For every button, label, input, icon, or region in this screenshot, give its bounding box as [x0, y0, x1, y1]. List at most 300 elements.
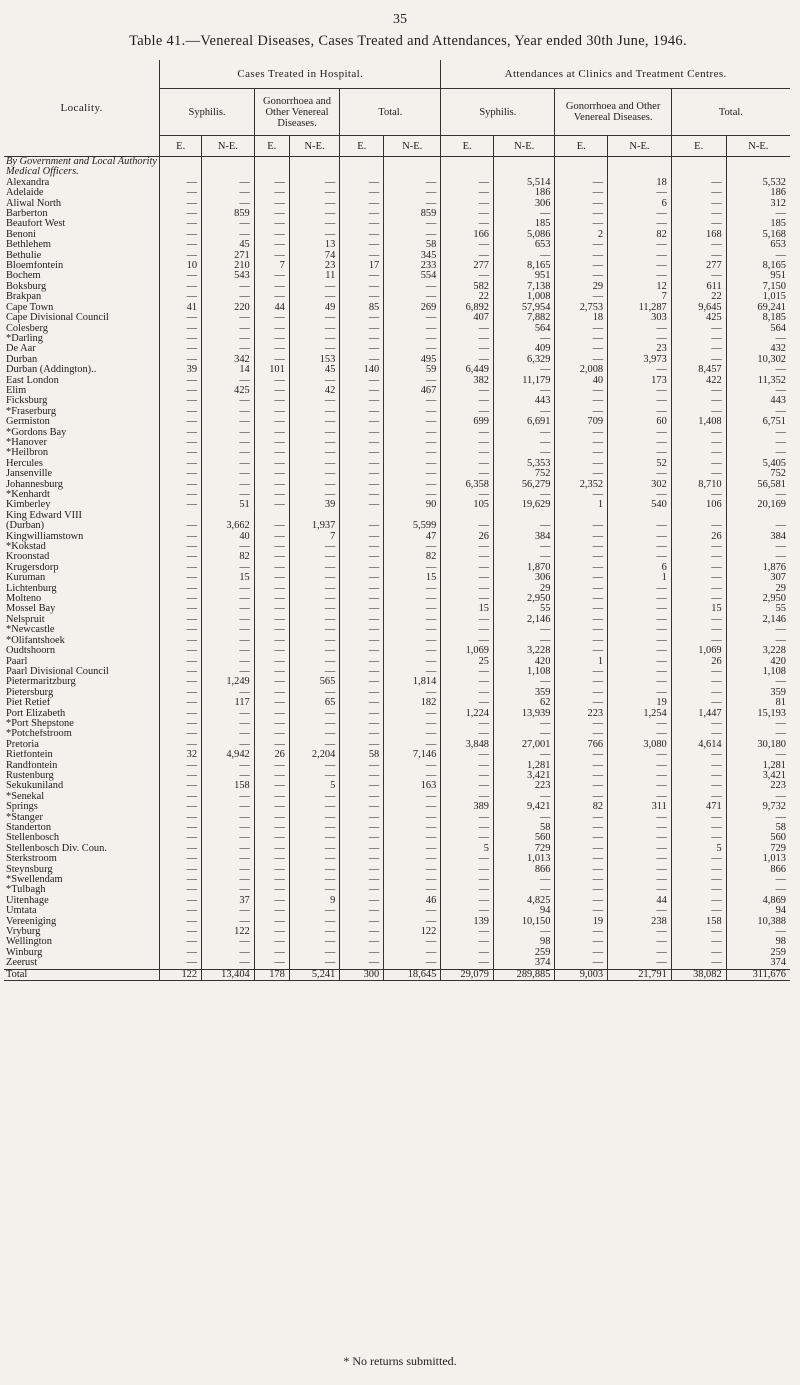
table-cell: — — [340, 594, 384, 604]
table-cell: — — [384, 604, 441, 614]
table-cell: — — [608, 646, 672, 656]
table-cell: — — [340, 396, 384, 406]
table-cell: — — [289, 771, 339, 781]
table-cell: — — [555, 937, 608, 947]
table-cell: — — [254, 958, 289, 969]
table-cell: — — [384, 667, 441, 677]
table-row — [4, 646, 790, 656]
table-cell — [289, 511, 339, 521]
table-cell: — — [340, 688, 384, 698]
table-cell: — — [384, 282, 441, 292]
table-cell: 186 — [726, 188, 790, 198]
table-cell: — — [254, 313, 289, 323]
locality-name: Uitenhage — [6, 895, 49, 906]
table-cell: — — [671, 750, 726, 760]
table-cell: — — [726, 927, 790, 937]
table-cell: — — [608, 407, 672, 417]
table-cell: — — [340, 792, 384, 802]
locality-name: Benoni — [6, 229, 37, 240]
table-cell: 259 — [726, 948, 790, 958]
locality-name: Molteno — [6, 594, 42, 605]
table-cell: — — [340, 355, 384, 365]
table-cell: — — [160, 781, 202, 791]
table-cell: 859 — [202, 209, 255, 219]
subheader-ne: N-E. — [726, 136, 790, 157]
table-cell: — — [384, 636, 441, 646]
table-cell: — — [254, 490, 289, 500]
table-cell: — — [254, 469, 289, 479]
table-cell: 186 — [493, 188, 554, 198]
table-cell: — — [608, 761, 672, 771]
table-cell: — — [202, 625, 255, 635]
table-cell: 1 — [608, 573, 672, 583]
table-cell: — — [441, 448, 494, 458]
table-cell: — — [160, 896, 202, 906]
table-cell: — — [726, 875, 790, 885]
table-cell: — — [608, 615, 672, 625]
table-cell: — — [160, 948, 202, 958]
table-cell: — — [340, 230, 384, 240]
table-cell: — — [608, 594, 672, 604]
table-cell: 98 — [493, 937, 554, 947]
table-cell: — — [671, 823, 726, 833]
locality-name: Kimberley — [6, 500, 51, 511]
table-cell: — — [441, 219, 494, 229]
table-cell: — — [384, 438, 441, 448]
table-cell: — — [289, 761, 339, 771]
table-cell: — — [289, 219, 339, 229]
table-cell: — — [340, 573, 384, 583]
table-row — [4, 396, 790, 406]
table-cell: — — [160, 407, 202, 417]
table-cell: — — [726, 719, 790, 729]
table-cell: 1,937 — [289, 521, 339, 531]
table-cell: — — [160, 802, 202, 812]
table-cell: — — [493, 542, 554, 552]
table-cell: — — [441, 251, 494, 261]
table-cell: — — [289, 854, 339, 864]
table-cell: — — [384, 407, 441, 417]
table-cell: 82 — [384, 552, 441, 562]
table-cell: — — [555, 729, 608, 739]
table-cell: — — [671, 958, 726, 969]
table-cell: — — [608, 428, 672, 438]
table-row — [4, 219, 790, 229]
table-cell — [726, 511, 790, 521]
table-cell: — — [608, 823, 672, 833]
table-cell: — — [289, 625, 339, 635]
table-cell: 3,421 — [726, 771, 790, 781]
table-cell: — — [160, 729, 202, 739]
table-cell: — — [160, 792, 202, 802]
table-cell: — — [254, 885, 289, 895]
table-cell: — — [160, 230, 202, 240]
table-cell: 44 — [254, 303, 289, 313]
table-cell: 467 — [384, 386, 441, 396]
table-cell: — — [254, 324, 289, 334]
table-cell: 425 — [671, 313, 726, 323]
table-cell: — — [671, 240, 726, 250]
table-cell: — — [254, 417, 289, 427]
table-cell: — — [555, 490, 608, 500]
table-cell: — — [202, 792, 255, 802]
table-cell: — — [202, 906, 255, 916]
subheader-e: E. — [340, 136, 384, 157]
table-cell — [493, 511, 554, 521]
table-cell: 9 — [289, 896, 339, 906]
table-cell: 55 — [493, 604, 554, 614]
table-cell: — — [384, 188, 441, 198]
table-cell: — — [384, 396, 441, 406]
table-cell: 11,352 — [726, 376, 790, 386]
table-row — [4, 563, 790, 573]
table-cell: — — [340, 448, 384, 458]
table-cell: 7,882 — [493, 313, 554, 323]
table-cell: — — [726, 750, 790, 760]
table-cell: — — [384, 417, 441, 427]
table-cell: — — [254, 199, 289, 209]
table-cell: — — [384, 792, 441, 802]
table-cell: — — [289, 448, 339, 458]
table-row — [4, 906, 790, 916]
table-cell: — — [340, 740, 384, 750]
locality-name: *Heilbron — [6, 448, 49, 459]
table-cell: — — [608, 865, 672, 875]
table-cell: — — [384, 709, 441, 719]
table-cell: 13 — [289, 240, 339, 250]
table-cell: 289,885 — [493, 969, 554, 980]
table-row — [4, 688, 790, 698]
table-cell: — — [441, 896, 494, 906]
table-cell: — — [441, 407, 494, 417]
table-cell: 8,185 — [726, 313, 790, 323]
table-cell: 611 — [671, 282, 726, 292]
subheader-ne: N-E. — [289, 136, 339, 157]
table-cell: 1,108 — [726, 667, 790, 677]
table-row — [4, 750, 790, 760]
table-cell: — — [289, 313, 339, 323]
table-cell: — — [493, 209, 554, 219]
table-cell: — — [340, 584, 384, 594]
subheader-e: E. — [441, 136, 494, 157]
table-cell: 359 — [726, 688, 790, 698]
table-cell: — — [384, 771, 441, 781]
table-cell: 307 — [726, 573, 790, 583]
locality-name: Wellington — [6, 937, 52, 948]
table-cell: — — [671, 813, 726, 823]
table-cell: — — [254, 251, 289, 261]
table-cell: — — [441, 875, 494, 885]
table-cell: — — [202, 199, 255, 209]
table-cell: — — [441, 240, 494, 250]
table-cell: 105 — [441, 500, 494, 510]
table-cell: — — [384, 230, 441, 240]
table-cell: — — [608, 521, 672, 531]
table-cell: — — [384, 657, 441, 667]
table-cell: — — [202, 719, 255, 729]
table-cell: — — [608, 844, 672, 854]
table-cell: — — [555, 251, 608, 261]
table-cell: — — [671, 719, 726, 729]
table-row — [4, 303, 790, 313]
table-cell: — — [726, 448, 790, 458]
table-cell: 238 — [608, 917, 672, 927]
table-cell: — — [384, 854, 441, 864]
table-row — [4, 573, 790, 583]
table-cell: — — [608, 833, 672, 843]
table-cell: — — [202, 448, 255, 458]
table-cell: — — [160, 958, 202, 969]
table-cell: 22 — [671, 292, 726, 302]
table-cell: — — [254, 386, 289, 396]
table-cell: — — [254, 709, 289, 719]
table-cell: — — [441, 324, 494, 334]
table-cell: — — [671, 428, 726, 438]
table-cell: — — [608, 532, 672, 542]
table-row — [4, 178, 790, 188]
table-cell: 5,532 — [726, 178, 790, 188]
table-cell: — — [254, 480, 289, 490]
table-cell: — — [608, 334, 672, 344]
table-cell: — — [441, 885, 494, 895]
table-cell: 20,169 — [726, 500, 790, 510]
table-cell: — — [160, 344, 202, 354]
table-cell: 101 — [254, 365, 289, 375]
table-cell: — — [254, 688, 289, 698]
table-cell: — — [671, 324, 726, 334]
table-cell: — — [671, 896, 726, 906]
table-cell: 2 — [555, 230, 608, 240]
table-cell: — — [493, 927, 554, 937]
locality-name: Springs — [6, 802, 38, 813]
locality-name: Johannesburg — [6, 479, 63, 490]
locality-name: Adelaide — [6, 188, 44, 199]
table-cell: 185 — [726, 219, 790, 229]
table-cell: — — [340, 178, 384, 188]
table-cell: 653 — [726, 240, 790, 250]
table-cell: 5 — [671, 844, 726, 854]
table-cell: 49 — [289, 303, 339, 313]
table-cell: — — [160, 376, 202, 386]
table-cell: — — [384, 615, 441, 625]
table-cell: 27,001 — [493, 740, 554, 750]
table-cell: 6,892 — [441, 303, 494, 313]
table-cell: — — [555, 438, 608, 448]
table-cell: 471 — [671, 802, 726, 812]
table-cell: — — [608, 719, 672, 729]
table-cell: — — [384, 199, 441, 209]
table-cell: — — [289, 292, 339, 302]
table-cell: 302 — [608, 480, 672, 490]
table-cell: 5 — [441, 844, 494, 854]
table-cell — [340, 511, 384, 521]
table-cell: — — [555, 178, 608, 188]
table-cell: — — [202, 885, 255, 895]
table-row — [4, 875, 790, 885]
table-row — [4, 958, 790, 969]
table-cell: — — [726, 209, 790, 219]
table-cell: — — [493, 875, 554, 885]
clinic-total-header: Total. — [671, 89, 790, 136]
table-cell: 300 — [340, 969, 384, 980]
table-cell: — — [555, 240, 608, 250]
table-cell: — — [608, 677, 672, 687]
table-cell: — — [384, 344, 441, 354]
table-row — [4, 781, 790, 791]
table-cell: — — [671, 344, 726, 354]
table-cell: — — [384, 594, 441, 604]
table-cell: — — [493, 750, 554, 760]
table-cell: — — [254, 719, 289, 729]
table-cell: 259 — [493, 948, 554, 958]
table-cell: — — [160, 271, 202, 281]
table-cell: 564 — [493, 324, 554, 334]
table-cell: 2,352 — [555, 480, 608, 490]
table-cell: — — [384, 740, 441, 750]
table-cell: — — [202, 657, 255, 667]
table-cell: — — [671, 625, 726, 635]
table-cell: — — [671, 885, 726, 895]
table-cell: — — [340, 407, 384, 417]
table-cell: — — [289, 469, 339, 479]
table-cell: — — [671, 521, 726, 531]
table-cell: 859 — [384, 209, 441, 219]
table-cell: 7 — [254, 261, 289, 271]
table-cell: — — [441, 355, 494, 365]
table-cell: 443 — [493, 396, 554, 406]
table-cell: — — [340, 552, 384, 562]
table-cell: 3,080 — [608, 740, 672, 750]
table-cell: — — [384, 958, 441, 969]
locality-name: *Kenhardt — [6, 490, 50, 500]
table-cell: — — [202, 709, 255, 719]
table-cell: — — [671, 542, 726, 552]
table-cell: — — [671, 219, 726, 229]
table-cell: 29 — [493, 584, 554, 594]
table-cell: — — [160, 594, 202, 604]
table-cell: — — [289, 948, 339, 958]
table-cell: — — [555, 646, 608, 656]
table-cell: — — [608, 438, 672, 448]
table-cell: — — [160, 396, 202, 406]
table-cell: — — [340, 937, 384, 947]
table-cell: — — [254, 230, 289, 240]
table-cell: 98 — [726, 937, 790, 947]
table-cell: — — [289, 230, 339, 240]
table-cell: — — [254, 209, 289, 219]
table-cell: 4,825 — [493, 896, 554, 906]
table-cell: — — [289, 667, 339, 677]
table-row — [4, 802, 790, 812]
table-cell: — — [384, 178, 441, 188]
table-cell: 3,848 — [441, 740, 494, 750]
table-cell: — — [493, 885, 554, 895]
locality-name: Total — [4, 969, 160, 980]
table-cell: — — [555, 584, 608, 594]
table-cell: — — [384, 917, 441, 927]
table-cell: — — [160, 334, 202, 344]
table-cell: — — [441, 594, 494, 604]
table-cell: 47 — [384, 532, 441, 542]
table-cell: — — [441, 521, 494, 531]
table-cell: 22 — [441, 292, 494, 302]
table-cell: 52 — [608, 459, 672, 469]
table-cell: 1,015 — [726, 292, 790, 302]
table-cell: — — [202, 594, 255, 604]
table-cell: 7,138 — [493, 282, 554, 292]
table-cell: — — [340, 334, 384, 344]
table-cell: — — [254, 396, 289, 406]
table-cell: — — [160, 615, 202, 625]
table-row — [4, 459, 790, 469]
table-row — [4, 282, 790, 292]
table-cell: 407 — [441, 313, 494, 323]
table-cell: — — [555, 552, 608, 562]
table-cell: — — [160, 646, 202, 656]
table-cell: — — [160, 677, 202, 687]
table-cell: — — [202, 761, 255, 771]
table-row — [4, 865, 790, 875]
table-row — [4, 490, 790, 500]
table-cell: 10 — [160, 261, 202, 271]
table-cell: — — [289, 542, 339, 552]
table-cell: — — [493, 792, 554, 802]
table-cell: 58 — [384, 240, 441, 250]
table-cell: 359 — [493, 688, 554, 698]
table-cell: — — [340, 500, 384, 510]
table-cell: — — [555, 885, 608, 895]
table-cell: — — [441, 459, 494, 469]
table-cell: — — [202, 865, 255, 875]
table-cell: 153 — [289, 355, 339, 365]
table-cell: — — [726, 428, 790, 438]
table-cell: 1,281 — [493, 761, 554, 771]
table-cell: — — [555, 833, 608, 843]
table-cell: — — [555, 625, 608, 635]
table-cell: 19 — [555, 917, 608, 927]
subheader-ne: N-E. — [493, 136, 554, 157]
table-cell: — — [441, 615, 494, 625]
locality-name: Sekukuniland — [6, 781, 64, 792]
table-cell: — — [340, 625, 384, 635]
table-cell: — — [384, 584, 441, 594]
locality-name: Vryburg — [6, 927, 41, 938]
table-cell: — — [254, 271, 289, 281]
table-cell: — — [160, 667, 202, 677]
table-cell: — — [340, 438, 384, 448]
table-cell: 306 — [493, 573, 554, 583]
table-cell: — — [555, 948, 608, 958]
table-cell: — — [441, 750, 494, 760]
locality-name: Mossel Bay — [6, 604, 56, 615]
locality-name: Umtata — [6, 906, 37, 917]
table-cell: — — [441, 490, 494, 500]
table-title: Table 41.—Venereal Diseases, Cases Treated and Attendances, Year ended 30th June, 1946. — [129, 33, 687, 49]
table-cell: 374 — [493, 958, 554, 969]
table-cell: — — [340, 865, 384, 875]
table-cell: 1,108 — [493, 667, 554, 677]
table-cell: — — [202, 407, 255, 417]
table-cell: — — [555, 667, 608, 677]
table-cell: — — [384, 833, 441, 843]
table-cell: 1,013 — [493, 854, 554, 864]
table-cell: 6 — [608, 563, 672, 573]
table-cell: — — [441, 677, 494, 687]
table-cell: 220 — [202, 303, 255, 313]
table-cell: — — [441, 792, 494, 802]
table-cell: — — [555, 615, 608, 625]
table-cell: — — [160, 292, 202, 302]
